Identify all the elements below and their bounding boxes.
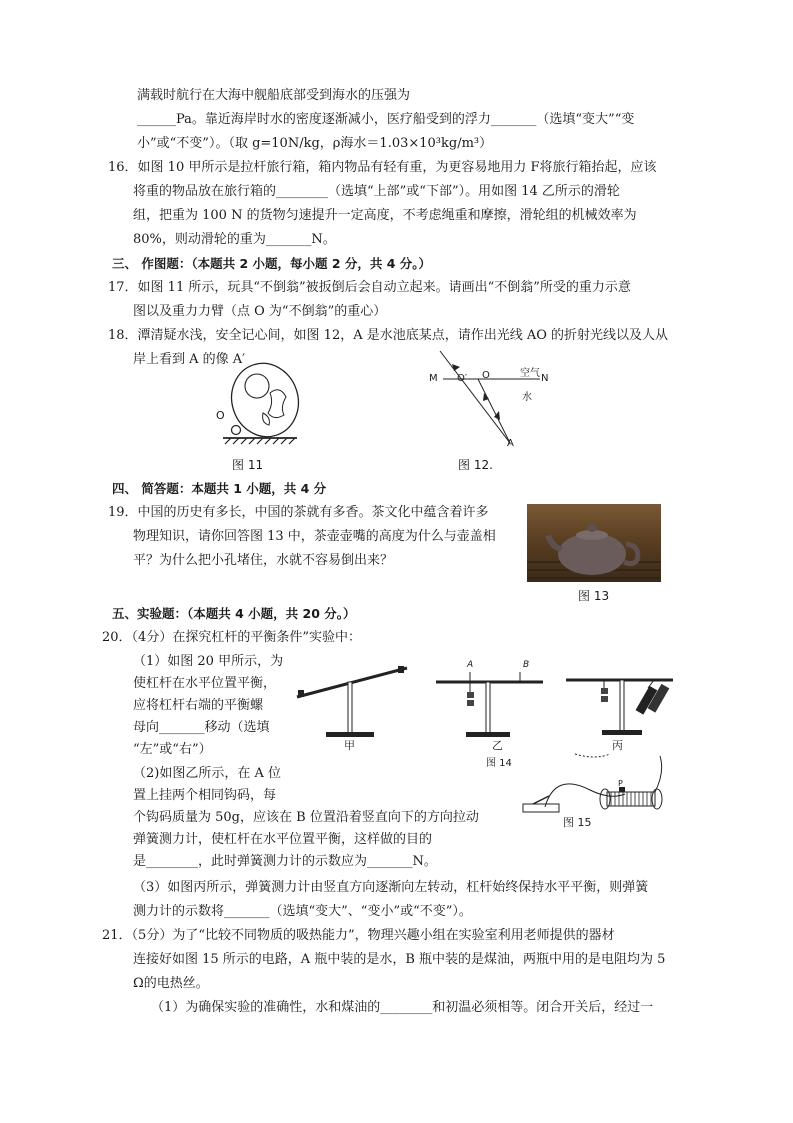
q15-line3: 小”或“不变”）。（取 g=10N/kg，ρ海水＝1.03×10³kg/m³） — [137, 136, 493, 151]
lever-post — [348, 682, 352, 734]
balance-nut-left — [298, 690, 304, 697]
lever-base — [466, 732, 510, 737]
q19-line3: 平？为什么把小孔堵住，水就不容易倒出来？ — [133, 553, 394, 568]
ray-ao — [478, 379, 510, 443]
hook-weight-1 — [601, 688, 608, 694]
figure-12-label-o-prime: O′ — [457, 373, 468, 384]
figure-14-lever-yi — [432, 662, 547, 742]
figure-14-label-bing: 丙 — [612, 739, 623, 752]
q16-line3: 组，把重为 100 N 的货物匀速提升一定高度，不考虑绳重和摩擦，滑轮组的机械效率为 — [133, 208, 637, 223]
q20-p1-line5: “左”或“右”） — [133, 742, 212, 757]
figure-14-lever-jia — [292, 662, 412, 742]
section-3-heading: 三、 作图题：（本题共 2 小题，每小题 2 分，共 4 分。） — [112, 256, 432, 271]
q16-line4: 80%，则动滑轮的重为_______N。 — [133, 232, 336, 247]
q21-line1: 21．（5分）为了“比较不同物质的吸热能力”，物理兴趣小组在实验室利用老师提供的器材 — [102, 928, 615, 943]
figure-15-caption: 图 15 — [563, 816, 592, 829]
q17-line1: 17．如图 11 所示，玩具“不倒翁”被扳倒后会自动立起来。请画出“不倒翁”所受的重力示意 — [108, 280, 631, 295]
q20-p3-line1: （3）如图丙所示，弹簧测力计由竖直方向逐渐向左转动，杠杆始终保持水平平衡，则弹簧 — [133, 880, 649, 895]
lever-post — [486, 682, 490, 734]
incident-ray — [440, 351, 510, 443]
q19-line2: 物理知识，请你回答图 13 中，茶壶壶嘴的高度为什么与壶盖相 — [133, 529, 496, 544]
figure-12-label-o: O — [482, 370, 490, 381]
circuit-wire-3 — [575, 754, 610, 757]
q21-line4: （1）为确保实验的准确性，水和煤油的________和初温必须相等。闭合开关后，经过一 — [151, 1000, 654, 1015]
figure-12-refraction — [430, 345, 560, 450]
circuit-wire-2 — [655, 756, 662, 792]
balance-nut-right — [398, 666, 404, 673]
q20-p2-line1: （2)如图乙所示，在 A 位 — [133, 766, 281, 781]
lever-base — [602, 730, 642, 735]
figure-13-teapot-photo — [527, 504, 661, 582]
q20-p2-line4: 弹簧测力计，使杠杆在水平位置平衡，这样做的目的 — [133, 832, 433, 847]
teapot-handle — [624, 544, 638, 564]
q21-line3: Ω的电热丝。 — [133, 976, 209, 991]
lever-base — [326, 732, 374, 737]
section-5-heading: 五、实验题：（本题共 4 小题，共 20 分。） — [112, 606, 356, 621]
q20-p1-line4: 母向_______移动（选填 — [133, 720, 270, 735]
switch-base — [523, 804, 559, 812]
teapot-spout — [545, 535, 563, 552]
figure-12-label-air: 空气 — [520, 368, 540, 379]
q21-line2: 连接好如图 15 所示的电路，A 瓶中装的是水，B 瓶中装的是煤油，两瓶中用的是电阻均为 5 — [133, 952, 666, 967]
figure-12-label-m: M — [429, 373, 438, 384]
q16-line2: 将重的物品放在旅行箱的________（选填“上部”或“下部”）。用如图 14 乙所示的滑轮 — [133, 184, 620, 199]
figure-11-tumbler — [215, 358, 305, 450]
figure-12-label-water: 水 — [522, 392, 532, 403]
section-4-heading: 四、 简答题：本题共 1 小题，共 4 分 — [112, 481, 327, 496]
figure-14-lever-bing — [562, 662, 677, 742]
center-of-gravity-point — [232, 426, 241, 435]
figure-12-label-a: A — [507, 438, 514, 449]
rheostat-end-right — [652, 789, 662, 809]
rheostat-coil — [611, 792, 651, 806]
q15-line1: 满载时航行在大海中舰船底部受到海水的压强为 — [137, 88, 411, 103]
teapot-knob — [587, 524, 597, 532]
q20-p2-line3: 个钩码质量为 50g，应该在 B 位置沿着竖直向下的方向拉动 — [133, 810, 479, 825]
q20-p2-line5: 是________，此时弹簧测力计的示数应为_______N。 — [133, 854, 437, 869]
figure-12-caption: 图 12. — [458, 458, 493, 472]
rheostat-end-left — [600, 789, 610, 809]
ray-arrow-1 — [452, 364, 460, 371]
q18-line2: 岸上看到 A 的像 A′ — [133, 352, 246, 367]
q15-line2: ______Pa。靠近海岸时水的密度逐渐减小，医疗船受到的浮力_______（选填“变大”“变 — [137, 112, 635, 127]
figure-11-caption: 图 11 — [232, 458, 264, 472]
figure-15-label-p: P — [618, 779, 623, 788]
figure-13-caption: 图 13 — [578, 589, 610, 603]
figure-11-point-label: O — [216, 409, 225, 422]
q20-intro: 20．（4分）在探究杠杆的平衡条件”实验中： — [102, 630, 361, 645]
figure-14-label-b: B — [523, 660, 530, 670]
q17-line2: 图以及重力力臂（点 O 为“不倒翁”的重心） — [133, 304, 387, 319]
figure-14-label-jia: 甲 — [344, 739, 355, 752]
hook-weight-2 — [467, 700, 474, 706]
tumbler-head — [245, 374, 269, 398]
hook-weight-1 — [467, 692, 474, 698]
q18-line1: 18．潭清疑水浅，安全记心间，如图 12，A 是水池底某点，请作出光线 AO 的折射光线以及人从 — [108, 328, 669, 343]
figure-12-label-n: N — [541, 373, 549, 384]
figure-14-caption: 图 14 — [486, 758, 512, 769]
spring-scale — [636, 680, 670, 715]
q16-line1: 16．如图 10 甲所示是拉杆旅行箱，箱内物品有轻有重，为更容易地用力 F将旅行箱抬起，应该 — [108, 160, 657, 175]
q20-p1-line3: 应将杠杆右端的平衡螺 — [133, 698, 264, 713]
lever-post — [620, 680, 624, 732]
q20-p2-line2: 置上挂两个相同钩码，每 — [133, 788, 277, 803]
hook-weight-2 — [601, 696, 608, 702]
tumbler-pattern — [263, 390, 286, 425]
figure-15-circuit — [515, 752, 670, 822]
figure-14-label-a: A — [467, 660, 474, 670]
q20-p1-line2: 使杠杆在水平位置平衡， — [133, 676, 277, 691]
q20-p3-line2: 测力计的示数将_______（选填“变大”、“变小”或“不变”）。 — [133, 904, 472, 919]
figure-14-label-yi: 乙 — [492, 739, 503, 752]
q20-p1-line1: （1）如图 20 甲所示，为 — [133, 654, 284, 669]
q19-line1: 19．中国的历史有多长，中国的茶就有多香。茶文化中蕴含着许多 — [108, 505, 489, 520]
